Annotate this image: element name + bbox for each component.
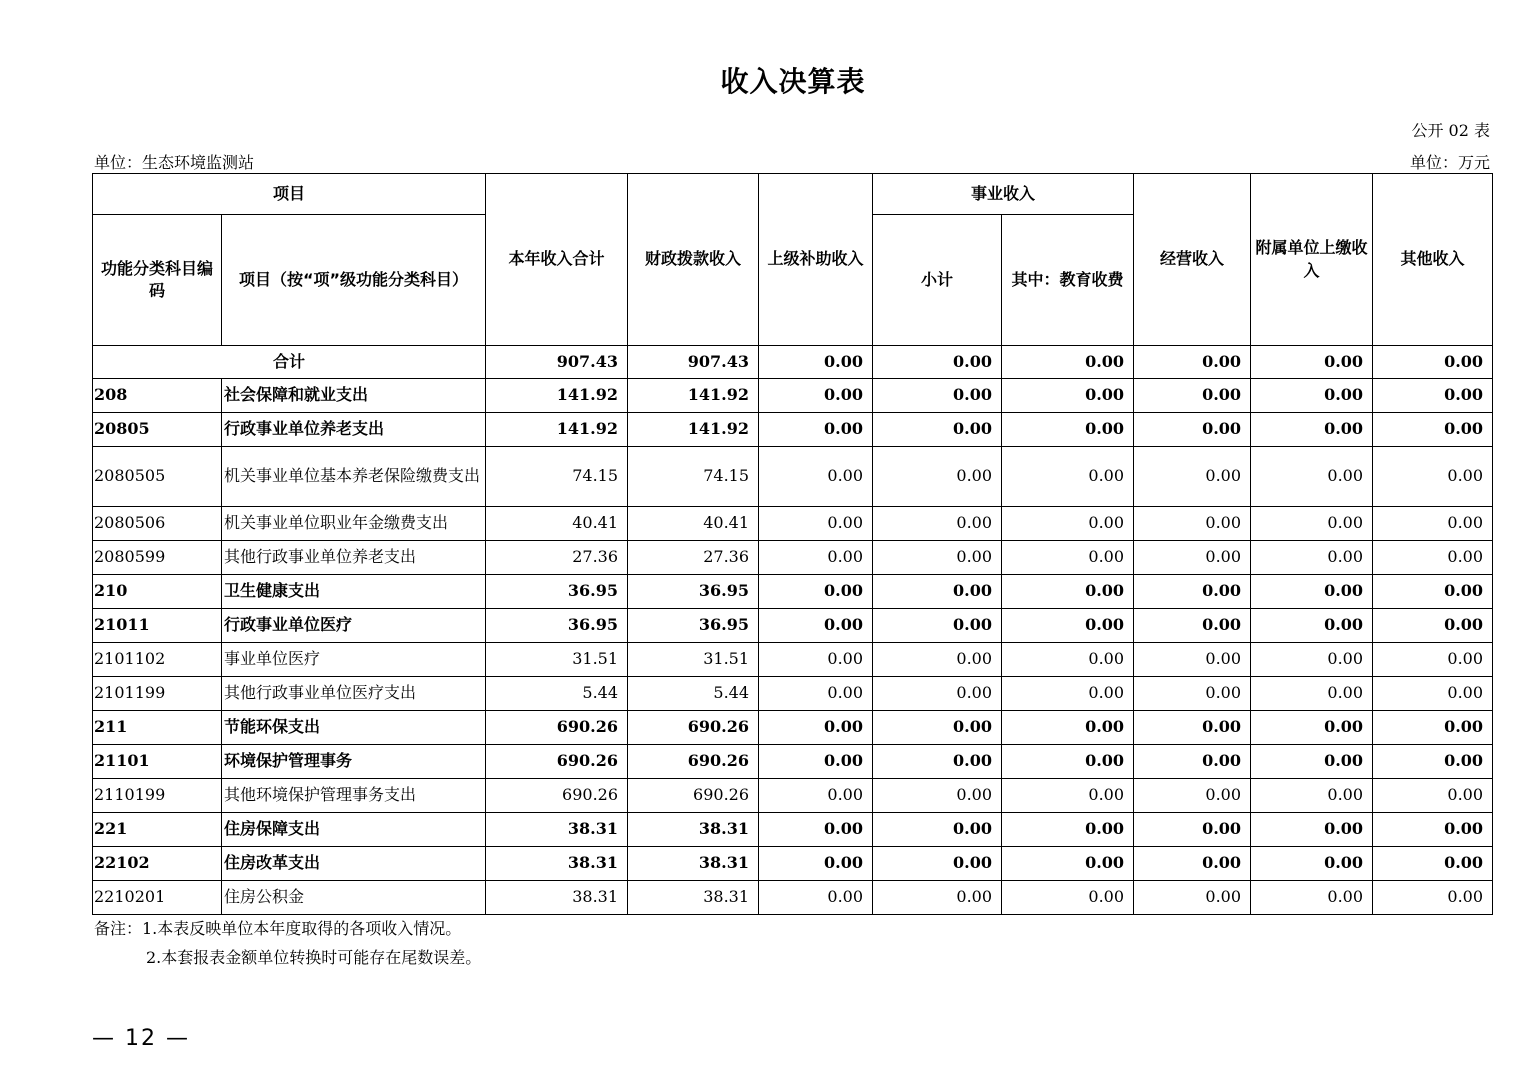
- row-value: 38.31: [628, 847, 759, 881]
- row-code: 2210201: [93, 881, 222, 915]
- total-value: 0.00: [759, 346, 873, 379]
- row-name: 节能环保支出: [222, 711, 486, 745]
- table-row: [93, 881, 1493, 915]
- row-value: 0.00: [759, 413, 873, 447]
- row-value: 36.95: [486, 609, 628, 643]
- row-value: 0.00: [1251, 881, 1373, 915]
- row-value: 0.00: [873, 677, 1002, 711]
- row-value: 0.00: [1134, 507, 1251, 541]
- row-value: 38.31: [486, 847, 628, 881]
- row-value: 0.00: [1002, 413, 1134, 447]
- row-value: 141.92: [628, 413, 759, 447]
- header-education: 其中：教育收费: [1002, 215, 1134, 346]
- row-value: 141.92: [628, 379, 759, 413]
- row-value: 0.00: [1251, 779, 1373, 813]
- row-value: 0.00: [759, 881, 873, 915]
- row-value: 0.00: [1002, 507, 1134, 541]
- header-other: 其他收入: [1373, 174, 1493, 346]
- row-name: 其他环境保护管理事务支出: [222, 779, 486, 813]
- row-value: 0.00: [1373, 507, 1493, 541]
- row-name: 社会保障和就业支出: [222, 379, 486, 413]
- row-value: 0.00: [759, 711, 873, 745]
- row-value: 0.00: [1134, 711, 1251, 745]
- note-line-1: 备注：1.本表反映单位本年度取得的各项收入情况。: [94, 919, 462, 938]
- row-value: 0.00: [1002, 541, 1134, 575]
- row-code: 2101199: [93, 677, 222, 711]
- row-name: 事业单位医疗: [222, 643, 486, 677]
- row-code: 21011: [93, 609, 222, 643]
- total-label: 合计: [93, 346, 486, 379]
- row-value: 0.00: [1134, 643, 1251, 677]
- row-code: 22102: [93, 847, 222, 881]
- row-value: 0.00: [759, 541, 873, 575]
- row-value: 0.00: [1002, 881, 1134, 915]
- total-value: 0.00: [1373, 346, 1493, 379]
- row-value: 0.00: [1373, 413, 1493, 447]
- row-value: 0.00: [873, 813, 1002, 847]
- total-value: 0.00: [1002, 346, 1134, 379]
- row-value: 141.92: [486, 413, 628, 447]
- row-value: 0.00: [759, 847, 873, 881]
- row-value: 38.31: [486, 813, 628, 847]
- row-value: 0.00: [1134, 447, 1251, 507]
- table-row: [93, 507, 1493, 541]
- row-value: 31.51: [486, 643, 628, 677]
- row-value: 0.00: [759, 813, 873, 847]
- row-name: 机关事业单位职业年金缴费支出: [222, 507, 486, 541]
- header-name: 项目（按“项”级功能分类科目）: [222, 215, 486, 346]
- header-business-group: 事业收入: [873, 174, 1134, 215]
- header-operating: 经营收入: [1134, 174, 1251, 346]
- row-value: 690.26: [486, 779, 628, 813]
- report-title: 收入决算表: [720, 65, 866, 98]
- table-row: [93, 379, 1493, 413]
- row-value: 690.26: [486, 745, 628, 779]
- total-value: 907.43: [628, 346, 759, 379]
- row-value: 0.00: [873, 881, 1002, 915]
- row-value: 0.00: [1251, 507, 1373, 541]
- table-row: [93, 575, 1493, 609]
- row-value: 0.00: [1134, 575, 1251, 609]
- row-value: 0.00: [1251, 711, 1373, 745]
- table-row: [93, 745, 1493, 779]
- row-value: 36.95: [628, 575, 759, 609]
- row-value: 0.00: [1251, 575, 1373, 609]
- row-value: 0.00: [1002, 813, 1134, 847]
- row-value: 5.44: [486, 677, 628, 711]
- header-affiliated: 附属单位上缴收入: [1251, 174, 1373, 346]
- table-row: [93, 413, 1493, 447]
- row-value: 0.00: [873, 847, 1002, 881]
- row-name: 其他行政事业单位养老支出: [222, 541, 486, 575]
- row-value: 0.00: [1373, 847, 1493, 881]
- table-row: [93, 711, 1493, 745]
- row-value: 38.31: [628, 813, 759, 847]
- row-value: 0.00: [1373, 609, 1493, 643]
- row-code: 221: [93, 813, 222, 847]
- unit-currency: 单位：万元: [1409, 153, 1490, 172]
- note-line-2: 2.本套报表金额单位转换时可能存在尾数误差。: [146, 948, 482, 967]
- row-value: 27.36: [628, 541, 759, 575]
- row-value: 0.00: [1373, 711, 1493, 745]
- row-code: 208: [93, 379, 222, 413]
- row-value: 0.00: [1251, 813, 1373, 847]
- row-code: 21101: [93, 745, 222, 779]
- row-value: 74.15: [486, 447, 628, 507]
- row-value: 0.00: [1251, 609, 1373, 643]
- income-table: [92, 173, 1493, 915]
- row-value: 0.00: [873, 541, 1002, 575]
- row-value: 0.00: [873, 745, 1002, 779]
- row-value: 0.00: [1373, 541, 1493, 575]
- row-value: 0.00: [873, 447, 1002, 507]
- row-value: 0.00: [873, 379, 1002, 413]
- row-value: 0.00: [1251, 413, 1373, 447]
- row-code: 2101102: [93, 643, 222, 677]
- row-code: 211: [93, 711, 222, 745]
- row-value: 0.00: [873, 413, 1002, 447]
- row-value: 0.00: [1134, 609, 1251, 643]
- row-value: 0.00: [1134, 541, 1251, 575]
- total-value: 0.00: [1251, 346, 1373, 379]
- header-code: 功能分类科目编码: [93, 215, 222, 346]
- row-value: 40.41: [486, 507, 628, 541]
- row-value: 0.00: [1134, 847, 1251, 881]
- row-value: 0.00: [1373, 813, 1493, 847]
- row-value: 0.00: [759, 745, 873, 779]
- table-row: [93, 447, 1493, 507]
- row-value: 0.00: [1002, 379, 1134, 413]
- row-value: 0.00: [1002, 609, 1134, 643]
- row-value: 0.00: [759, 779, 873, 813]
- row-value: 0.00: [1251, 847, 1373, 881]
- row-value: 0.00: [1002, 447, 1134, 507]
- row-code: 2080506: [93, 507, 222, 541]
- row-value: 0.00: [1373, 745, 1493, 779]
- row-name: 行政事业单位医疗: [222, 609, 486, 643]
- row-value: 0.00: [873, 643, 1002, 677]
- header-superior: 上级补助收入: [759, 174, 873, 346]
- row-value: 0.00: [873, 711, 1002, 745]
- row-value: 0.00: [1002, 847, 1134, 881]
- row-value: 0.00: [1373, 575, 1493, 609]
- row-value: 38.31: [486, 881, 628, 915]
- header-total: 本年收入合计: [486, 174, 628, 346]
- header-project-group: 项目: [93, 174, 486, 215]
- row-name: 卫生健康支出: [222, 575, 486, 609]
- row-value: 0.00: [759, 609, 873, 643]
- row-code: 20805: [93, 413, 222, 447]
- row-value: 0.00: [1373, 779, 1493, 813]
- row-value: 0.00: [759, 575, 873, 609]
- row-value: 0.00: [1134, 413, 1251, 447]
- row-name: 住房公积金: [222, 881, 486, 915]
- row-value: 74.15: [628, 447, 759, 507]
- row-value: 690.26: [628, 745, 759, 779]
- row-value: 0.00: [1002, 745, 1134, 779]
- row-name: 行政事业单位养老支出: [222, 413, 486, 447]
- row-value: 0.00: [1002, 711, 1134, 745]
- header-subtotal: 小计: [873, 215, 1002, 346]
- row-name: 住房改革支出: [222, 847, 486, 881]
- notes: [94, 914, 481, 972]
- row-value: 0.00: [759, 643, 873, 677]
- row-code: 210: [93, 575, 222, 609]
- row-value: 690.26: [628, 711, 759, 745]
- row-value: 0.00: [1002, 575, 1134, 609]
- row-value: 0.00: [1373, 379, 1493, 413]
- row-value: 0.00: [1373, 643, 1493, 677]
- row-name: 环境保护管理事务: [222, 745, 486, 779]
- row-value: 0.00: [1134, 813, 1251, 847]
- row-value: 36.95: [486, 575, 628, 609]
- row-value: 0.00: [1134, 745, 1251, 779]
- row-value: 0.00: [1002, 677, 1134, 711]
- row-value: 0.00: [759, 379, 873, 413]
- row-value: 0.00: [1251, 677, 1373, 711]
- table-row: [93, 779, 1493, 813]
- row-name: 机关事业单位基本养老保险缴费支出: [222, 447, 486, 507]
- row-value: 0.00: [759, 507, 873, 541]
- table-row: [93, 609, 1493, 643]
- row-value: 0.00: [873, 575, 1002, 609]
- total-value: 907.43: [486, 346, 628, 379]
- row-value: 0.00: [1002, 643, 1134, 677]
- row-value: 0.00: [1251, 447, 1373, 507]
- row-value: 0.00: [1251, 541, 1373, 575]
- row-value: 0.00: [759, 677, 873, 711]
- total-row: [93, 346, 1493, 379]
- row-value: 0.00: [1002, 779, 1134, 813]
- row-value: 690.26: [486, 711, 628, 745]
- table-row: [93, 813, 1493, 847]
- page-number: — 12 —: [92, 1026, 190, 1051]
- row-value: 0.00: [1373, 447, 1493, 507]
- row-value: 0.00: [873, 507, 1002, 541]
- row-value: 690.26: [628, 779, 759, 813]
- row-value: 40.41: [628, 507, 759, 541]
- row-value: 5.44: [628, 677, 759, 711]
- row-value: 141.92: [486, 379, 628, 413]
- row-value: 0.00: [1134, 677, 1251, 711]
- row-value: 0.00: [1251, 643, 1373, 677]
- row-code: 2080505: [93, 447, 222, 507]
- row-value: 0.00: [1251, 745, 1373, 779]
- row-value: 31.51: [628, 643, 759, 677]
- total-value: 0.00: [1134, 346, 1251, 379]
- form-number: 公开 02 表: [1411, 121, 1490, 140]
- table-row: [93, 847, 1493, 881]
- row-value: 0.00: [1134, 379, 1251, 413]
- table-header: [93, 174, 1493, 346]
- row-name: 住房保障支出: [222, 813, 486, 847]
- row-value: 0.00: [873, 779, 1002, 813]
- row-value: 0.00: [1134, 779, 1251, 813]
- row-value: 0.00: [1134, 881, 1251, 915]
- table-row: [93, 541, 1493, 575]
- unit-organization: 单位：生态环境监测站: [94, 153, 255, 172]
- table-row: [93, 643, 1493, 677]
- row-code: 2110199: [93, 779, 222, 813]
- row-value: 36.95: [628, 609, 759, 643]
- row-name: 其他行政事业单位医疗支出: [222, 677, 486, 711]
- row-value: 0.00: [873, 609, 1002, 643]
- row-value: 0.00: [1373, 881, 1493, 915]
- row-value: 27.36: [486, 541, 628, 575]
- table-body: [93, 346, 1493, 915]
- row-value: 0.00: [1373, 677, 1493, 711]
- header-fiscal: 财政拨款收入: [628, 174, 759, 346]
- row-code: 2080599: [93, 541, 222, 575]
- table-row: [93, 677, 1493, 711]
- row-value: 38.31: [628, 881, 759, 915]
- row-value: 0.00: [759, 447, 873, 507]
- row-value: 0.00: [1251, 379, 1373, 413]
- total-value: 0.00: [873, 346, 1002, 379]
